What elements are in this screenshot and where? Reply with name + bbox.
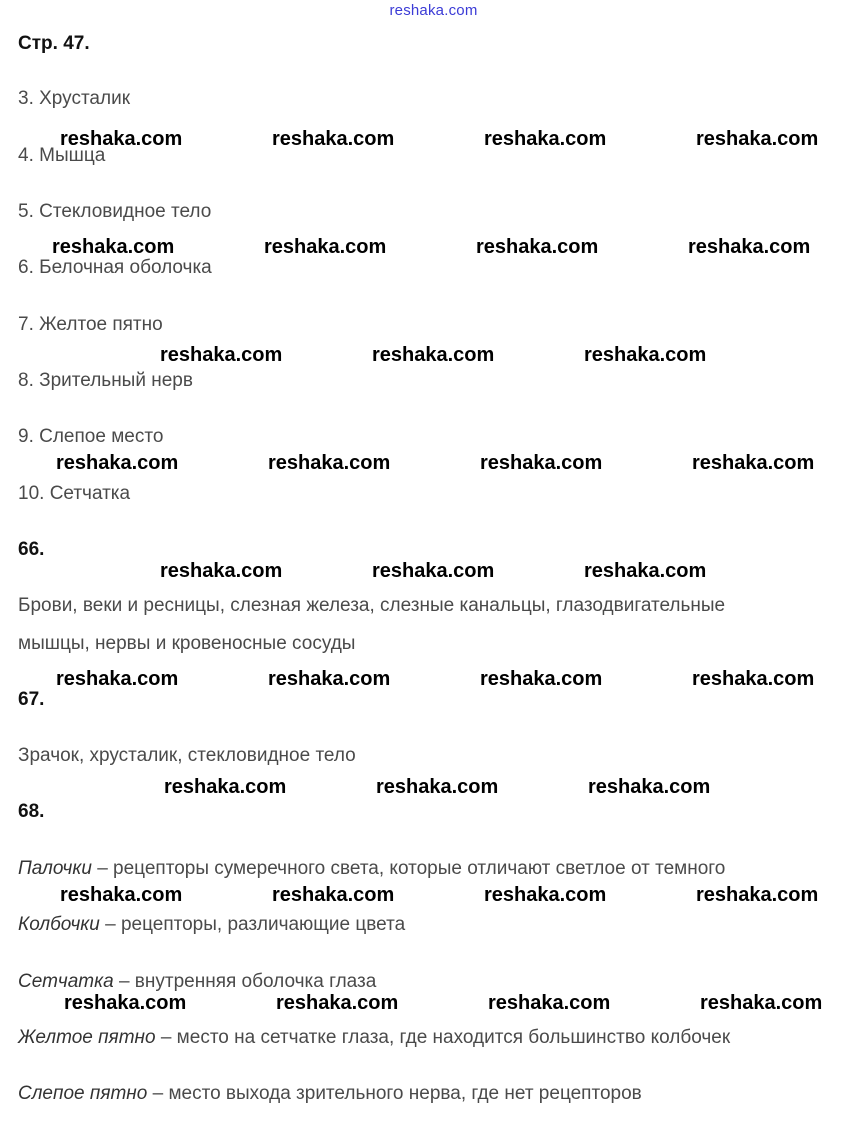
definition-term: Сетчатка bbox=[18, 971, 114, 992]
page-heading: Стр. 47. bbox=[18, 33, 90, 54]
task-67-heading: 67. bbox=[18, 689, 45, 710]
watermark: reshaka.com bbox=[264, 236, 387, 258]
watermark: reshaka.com bbox=[700, 992, 823, 1014]
definition-term: Слепое пятно bbox=[18, 1083, 148, 1104]
watermark: reshaka.com bbox=[588, 776, 711, 798]
list-item: 7. Желтое пятно bbox=[18, 314, 163, 335]
watermark: reshaka.com bbox=[692, 452, 815, 474]
definition-term: Желтое пятно bbox=[18, 1027, 156, 1048]
watermark: reshaka.com bbox=[60, 128, 183, 150]
watermark: reshaka.com bbox=[372, 344, 495, 366]
list-item: 8. Зрительный нерв bbox=[18, 370, 193, 391]
watermark: reshaka.com bbox=[376, 776, 499, 798]
definition-item bbox=[18, 1027, 730, 1049]
watermark: reshaka.com bbox=[272, 128, 395, 150]
list-item: 4. Мышца bbox=[18, 145, 106, 166]
watermark: reshaka.com bbox=[60, 884, 183, 906]
definition-text: – рецепторы сумеречного света, которые отличают светлое от темного bbox=[91, 858, 726, 879]
definition-text: – место выхода зрительного нерва, где нет рецепторов bbox=[147, 1083, 642, 1104]
definition-text: – рецепторы, различающие цвета bbox=[99, 914, 406, 935]
watermark: reshaka.com bbox=[584, 344, 707, 366]
task-66-heading: 66. bbox=[18, 539, 45, 560]
definition-item bbox=[18, 858, 725, 880]
definition-text: – внутренняя оболочка глаза bbox=[113, 971, 377, 992]
task-66-answer-line: Брови, веки и ресницы, слезная железа, слезные канальцы, глазодвигательные bbox=[18, 595, 726, 616]
watermark: reshaka.com bbox=[692, 668, 815, 690]
watermark: reshaka.com bbox=[688, 236, 811, 258]
watermark: reshaka.com bbox=[64, 992, 187, 1014]
watermark: reshaka.com bbox=[484, 884, 607, 906]
watermark: reshaka.com bbox=[476, 236, 599, 258]
watermark: reshaka.com bbox=[484, 128, 607, 150]
watermark: reshaka.com bbox=[164, 776, 287, 798]
list-item: 9. Слепое место bbox=[18, 426, 164, 447]
watermark: reshaka.com bbox=[56, 668, 179, 690]
site-url[interactable]: reshaka.com bbox=[389, 2, 478, 19]
watermark: reshaka.com bbox=[276, 992, 399, 1014]
watermark: reshaka.com bbox=[696, 884, 819, 906]
watermark: reshaka.com bbox=[480, 668, 603, 690]
list-item: 5. Стекловидное тело bbox=[18, 201, 212, 222]
watermark: reshaka.com bbox=[268, 668, 391, 690]
watermark: reshaka.com bbox=[160, 560, 283, 582]
definition-term: Палочки bbox=[18, 858, 92, 879]
task-66-answer-line: мышцы, нервы и кровеносные сосуды bbox=[18, 633, 356, 654]
list-item: 3. Хрусталик bbox=[18, 88, 131, 109]
definition-term: Колбочки bbox=[18, 914, 100, 935]
watermark: reshaka.com bbox=[160, 344, 283, 366]
definition-text: – место на сетчатке глаза, где находится большинство колбочек bbox=[155, 1027, 731, 1048]
list-item: 6. Белочная оболочка bbox=[18, 257, 212, 278]
watermark: reshaka.com bbox=[480, 452, 603, 474]
definition-item bbox=[18, 914, 405, 936]
watermark: reshaka.com bbox=[268, 452, 391, 474]
task-68-heading: 68. bbox=[18, 801, 45, 822]
watermark: reshaka.com bbox=[56, 452, 179, 474]
task-67-answer: Зрачок, хрусталик, стекловидное тело bbox=[18, 745, 356, 766]
list-item: 10. Сетчатка bbox=[18, 483, 131, 504]
watermark: reshaka.com bbox=[488, 992, 611, 1014]
definition-item bbox=[18, 1083, 642, 1105]
watermark: reshaka.com bbox=[584, 560, 707, 582]
definition-item bbox=[18, 971, 376, 993]
watermark: reshaka.com bbox=[372, 560, 495, 582]
watermark: reshaka.com bbox=[52, 236, 175, 258]
watermark: reshaka.com bbox=[272, 884, 395, 906]
watermark: reshaka.com bbox=[696, 128, 819, 150]
